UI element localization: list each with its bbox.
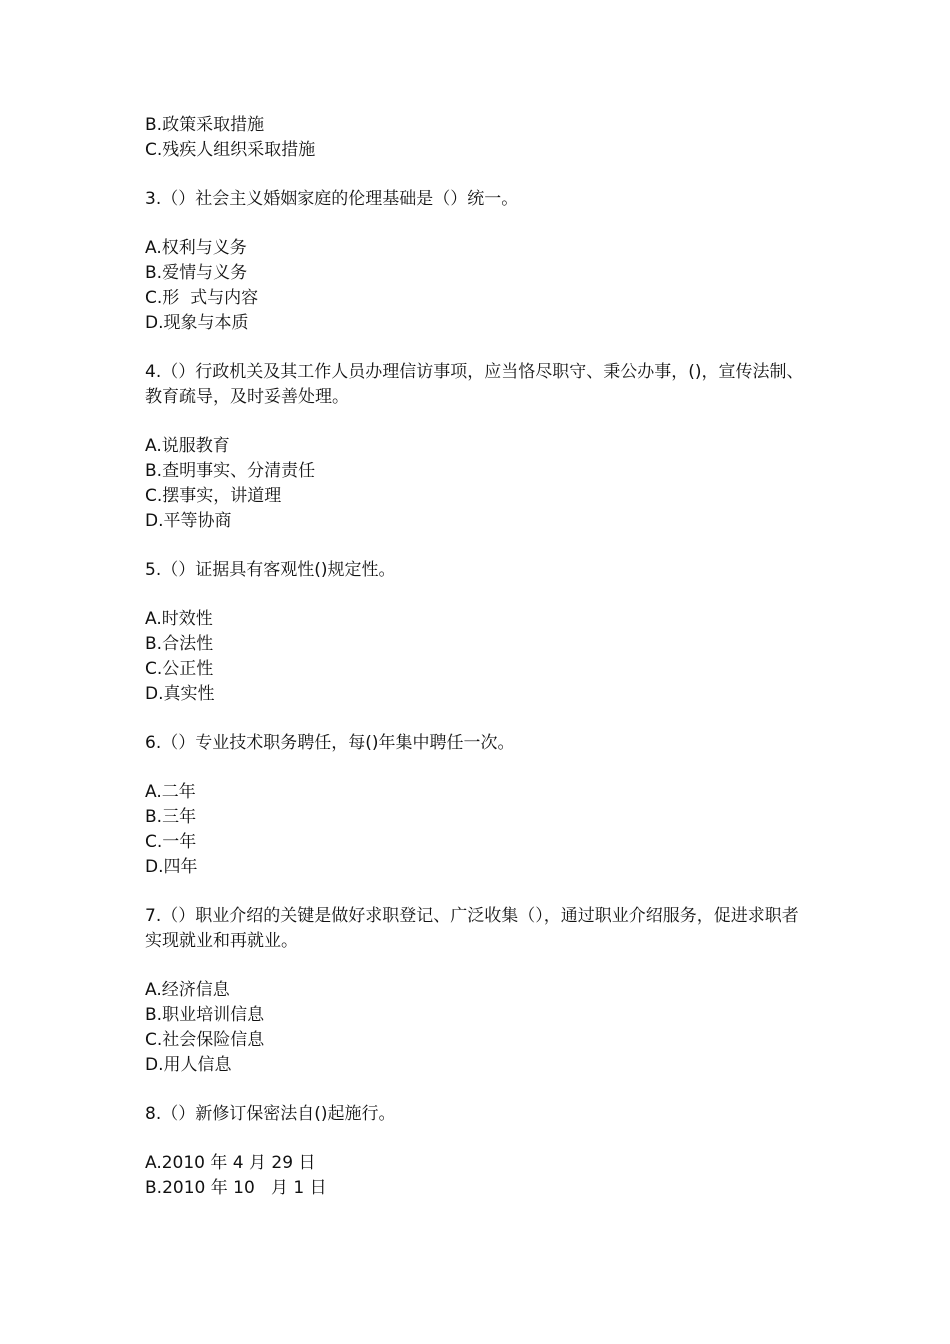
question-5-text: 5.（）证据具有客观性()规定性。 bbox=[145, 560, 396, 580]
question-7-text: 7.（）职业介绍的关键是做好求职登记、广泛收集（），通过职业介绍服务，促进求职者实现就业和再就业。 bbox=[145, 906, 799, 951]
question-3-text: 3.（）社会主义婚姻家庭的伦理基础是（）统一。 bbox=[145, 189, 519, 209]
option-line: B.查明事实、分清责任 bbox=[145, 461, 316, 481]
option-line: D.四年 bbox=[145, 857, 198, 877]
question-4-text: 4.（）行政机关及其工作人员办理信访事项，应当恪尽职守、秉公办事，()，宣传法制、教育疏导，及时妥善处理。 bbox=[145, 362, 804, 407]
option-line: C.形 式与内容 bbox=[145, 288, 259, 308]
option-line: D.真实性 bbox=[145, 684, 215, 704]
option-line: C.社会保险信息 bbox=[145, 1030, 265, 1050]
option-line: B.合法性 bbox=[145, 634, 214, 654]
option-line: A.说服教育 bbox=[145, 436, 230, 456]
option-line: B.爱情与义务 bbox=[145, 263, 248, 283]
option-line: C.残疾人组织采取措施 bbox=[145, 140, 316, 160]
option-line: C.摆事实，讲道理 bbox=[145, 486, 282, 506]
option-line: C.公正性 bbox=[145, 659, 214, 679]
option-line: A.经济信息 bbox=[145, 980, 230, 1000]
option-line: A.时效性 bbox=[145, 609, 213, 629]
option-line: B.政策采取措施 bbox=[145, 115, 265, 135]
option-line: A.权利与义务 bbox=[145, 238, 247, 258]
option-line: D.平等协商 bbox=[145, 511, 232, 531]
option-line: D.现象与本质 bbox=[145, 313, 249, 333]
document-page bbox=[145, 113, 815, 1201]
option-line: B.2010 年 10 月 1 日 bbox=[145, 1178, 327, 1198]
option-line: B.职业培训信息 bbox=[145, 1005, 265, 1025]
option-line: D.用人信息 bbox=[145, 1055, 232, 1075]
option-line: A.2010 年 4 月 29 日 bbox=[145, 1153, 316, 1173]
question-6-text: 6.（）专业技术职务聘任，每()年集中聘任一次。 bbox=[145, 733, 515, 753]
option-line: B.三年 bbox=[145, 807, 197, 827]
option-line: A.二年 bbox=[145, 782, 196, 802]
option-line: C.一年 bbox=[145, 832, 197, 852]
question-8-text: 8.（）新修订保密法自()起施行。 bbox=[145, 1104, 396, 1124]
